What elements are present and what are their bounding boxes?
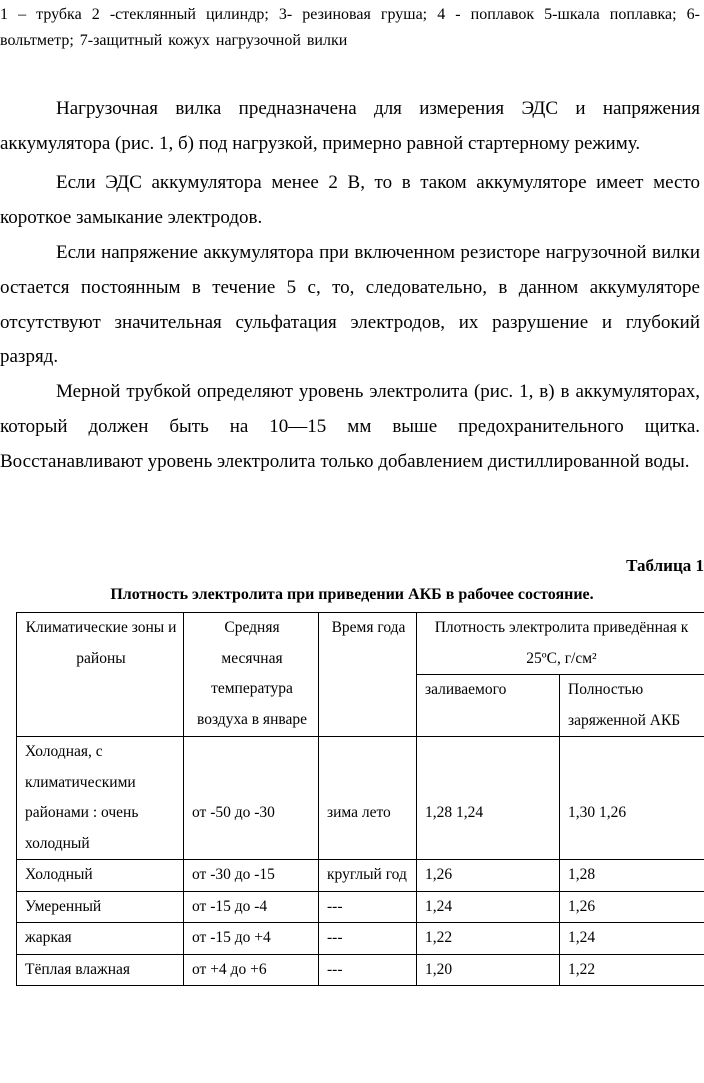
table-title: Плотность электролита при приведении АКБ в рабочее состояние. xyxy=(110,586,594,603)
table-label: Таблица 1 xyxy=(626,556,704,575)
cell-filled: 1,28 1,24 xyxy=(417,737,560,860)
cell-season: зима лето xyxy=(319,737,417,860)
cell-zone: Тёплая влажная xyxy=(17,954,184,986)
table-row xyxy=(17,860,704,892)
cell-temperature: от -30 до -15 xyxy=(184,860,319,892)
table-row xyxy=(17,954,704,986)
paragraph-load-fork: Нагрузочная вилка предназначена для измерения ЭДС и напряжения аккумулятора (рис. 1, б) под нагрузкой, примерно равной стартерному режиму. xyxy=(0,98,700,154)
cell-zone: Холодный xyxy=(17,860,184,892)
table-row xyxy=(17,923,704,955)
cell-filled: 1,20 xyxy=(417,954,560,986)
cell-temperature: от -50 до -30 xyxy=(184,737,319,860)
cell-temperature: от -15 до -4 xyxy=(184,891,319,923)
cell-zone: Холодная, с климатическими районами : очень холодный xyxy=(17,737,184,860)
table-row xyxy=(17,737,704,860)
paragraph-emf: Если ЭДС аккумулятора менее 2 В, то в таком аккумуляторе имеет место короткое замыкание электродов. xyxy=(0,172,700,228)
cell-temperature: от -15 до +4 xyxy=(184,923,319,955)
table-row xyxy=(17,891,704,923)
cell-zone: Умеренный xyxy=(17,891,184,923)
cell-filled: 1,24 xyxy=(417,891,560,923)
cell-charged: 1,24 xyxy=(560,923,704,955)
header-zones: Климатические зоны и районы xyxy=(17,613,184,737)
header-density: Плотность электролита приведённая к 25ºС, г/см² xyxy=(417,613,704,675)
cell-season: круглый год xyxy=(319,860,417,892)
cell-temperature: от +4 до +6 xyxy=(184,954,319,986)
cell-charged: 1,28 xyxy=(560,860,704,892)
table-header-row xyxy=(17,613,704,675)
header-charged: Полностью заряженной АКБ xyxy=(560,675,704,737)
header-temperature: Средняя месячная температура воздуха в январе xyxy=(184,613,319,737)
cell-season: --- xyxy=(319,954,417,986)
cell-season: --- xyxy=(319,923,417,955)
cell-charged: 1,22 xyxy=(560,954,704,986)
cell-zone: жаркая xyxy=(17,923,184,955)
paragraph-electrolyte-level: Мерной трубкой определяют уровень электролита (рис. 1, в) в аккумуляторах, который должен быть на 10—15 мм выше предохранительного щитка. Восстанавливают уровень электролита только добавлением дистиллированной воды. xyxy=(0,381,700,472)
cell-season: --- xyxy=(319,891,417,923)
figure-caption: 1 – трубка 2 -стеклянный цилиндр; 3- резиновая груша; 4 - поплавок 5-шкала поплавка; 6- вольтметр; 7-защитный кожух нагрузочной вилки xyxy=(0,6,700,49)
cell-filled: 1,26 xyxy=(417,860,560,892)
cell-charged: 1,26 xyxy=(560,891,704,923)
header-filled: заливаемого xyxy=(417,675,560,737)
paragraph-voltage: Если напряжение аккумулятора при включенном резисторе нагрузочной вилки остается постоянным в течение 5 с, то, следовательно, в данном аккумуляторе отсутствуют значительная сульфатация электродов, их разрушение и глубокий разряд. xyxy=(0,242,700,368)
electrolyte-density-table xyxy=(16,612,704,986)
cell-charged: 1,30 1,26 xyxy=(560,737,704,860)
cell-filled: 1,22 xyxy=(417,923,560,955)
header-season: Время года xyxy=(319,613,417,737)
